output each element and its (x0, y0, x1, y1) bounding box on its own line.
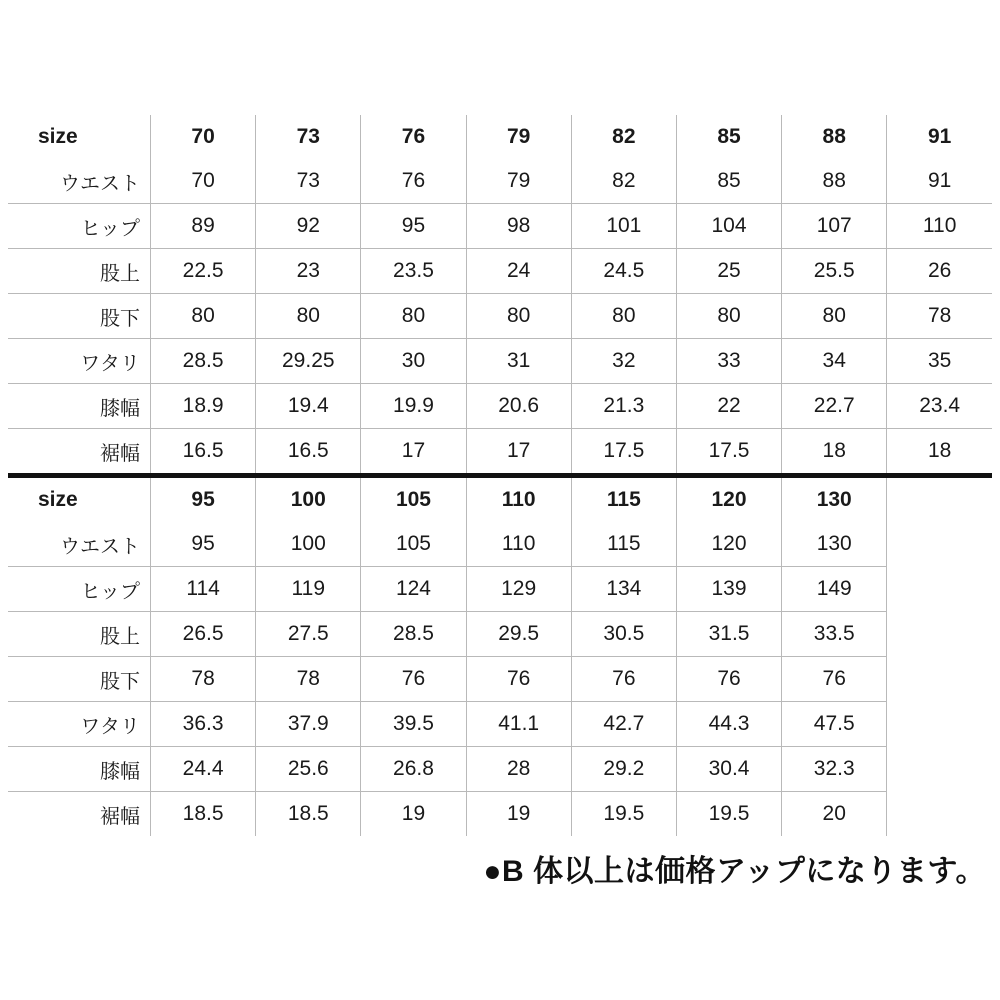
column-header-115: 115 (571, 478, 676, 522)
cell-value: 22.7 (782, 384, 887, 429)
column-header-120: 120 (676, 478, 781, 522)
column-header-73: 73 (256, 115, 361, 159)
cell-value: 16.5 (256, 429, 361, 474)
cell-value: 30.4 (676, 747, 781, 792)
cell-value: 23.5 (361, 249, 466, 294)
cell-value: 18 (927, 439, 952, 462)
cell-value: 44.3 (676, 702, 781, 747)
cell-value: 34 (782, 339, 887, 384)
cell-value: 41.1 (466, 702, 571, 747)
size-tables-container (8, 115, 992, 836)
row-label-knee: 膝幅 (8, 747, 151, 792)
table-row (8, 115, 992, 159)
row-label-thigh: ワタリ (8, 339, 151, 384)
cell-value: 28 (466, 747, 571, 792)
column-header-91: 91 (927, 125, 952, 148)
cell-value: 120 (676, 522, 781, 567)
empty-cell (887, 612, 992, 657)
cell-value: 79 (466, 159, 571, 204)
cell-value: 26.8 (361, 747, 466, 792)
cell-value: 80 (466, 294, 571, 339)
cell-value: 33 (676, 339, 781, 384)
cell-value: 134 (571, 567, 676, 612)
cell-value: 24.4 (151, 747, 256, 792)
cell-value: 18.5 (256, 792, 361, 837)
column-header-85: 85 (676, 115, 781, 159)
column-header-82: 82 (571, 115, 676, 159)
column-header-88: 88 (782, 115, 887, 159)
cell-value: 17 (361, 429, 466, 474)
cell-value: 78 (256, 657, 361, 702)
cell-value: 80 (571, 294, 676, 339)
column-header-76: 76 (361, 115, 466, 159)
table-row (8, 204, 992, 249)
table-body-top (8, 159, 992, 473)
cell-value: 23.4 (887, 384, 992, 429)
table-row (8, 384, 992, 429)
cell-value: 20.6 (466, 384, 571, 429)
cell-value: 19.9 (361, 384, 466, 429)
cell-value: 25 (676, 249, 781, 294)
cell-value: 42.7 (571, 702, 676, 747)
cell-value: 76 (676, 657, 781, 702)
column-header-79: 79 (466, 115, 571, 159)
empty-cell (887, 702, 992, 747)
cell-value: 26 (887, 249, 992, 294)
cell-value: 85 (676, 159, 781, 204)
cell-value: 100 (256, 522, 361, 567)
row-label-hip: ヒップ (8, 204, 151, 249)
cell-value: 47.5 (782, 702, 887, 747)
cell-value: 18.9 (151, 384, 256, 429)
cell-value: 105 (361, 522, 466, 567)
cell-value: 24 (466, 249, 571, 294)
cell-value: 110 (466, 522, 571, 567)
cell-value: 119 (256, 567, 361, 612)
cell-value: 35 (887, 339, 992, 384)
cell-value: 70 (151, 159, 256, 204)
empty-cell (887, 747, 992, 792)
empty-cell (887, 522, 992, 567)
column-header-100: 100 (256, 478, 361, 522)
cell-value: 91 (887, 159, 992, 204)
row-label-inseam: 股下 (8, 294, 151, 339)
cell-value: 29.2 (571, 747, 676, 792)
cell-value: 27.5 (256, 612, 361, 657)
table-row (8, 657, 992, 702)
cell-value: 76 (361, 657, 466, 702)
cell-value: 17 (466, 429, 571, 474)
column-header-70: 70 (151, 115, 256, 159)
table-row (8, 294, 992, 339)
cell-value: 19.5 (676, 792, 781, 837)
cell-value: 76 (466, 657, 571, 702)
table-row (8, 478, 992, 522)
table-row (8, 747, 992, 792)
row-label-rise: 股上 (8, 612, 151, 657)
table-body-bottom (8, 522, 992, 836)
cell-value: 76 (782, 657, 887, 702)
table-row (8, 339, 992, 384)
cell-value: 31.5 (676, 612, 781, 657)
cell-value: 19.5 (571, 792, 676, 837)
column-header-size: size (8, 115, 151, 159)
column-header-110: 110 (466, 478, 571, 522)
cell-value: 19 (361, 792, 466, 837)
row-label-hip: ヒップ (8, 567, 151, 612)
cell-value: 21.3 (571, 384, 676, 429)
row-label-knee: 膝幅 (8, 384, 151, 429)
cell-value: 31 (466, 339, 571, 384)
cell-value: 101 (571, 204, 676, 249)
column-header-105: 105 (361, 478, 466, 522)
cell-value: 26.5 (151, 612, 256, 657)
cell-value: 114 (151, 567, 256, 612)
cell-value: 29.5 (466, 612, 571, 657)
cell-value: 76 (571, 657, 676, 702)
cell-value: 82 (571, 159, 676, 204)
row-label-rise: 股上 (8, 249, 151, 294)
cell-value: 17.5 (571, 429, 676, 474)
cell-value: 32 (571, 339, 676, 384)
cell-value: 130 (782, 522, 887, 567)
cell-value: 124 (361, 567, 466, 612)
cell-value: 23 (256, 249, 361, 294)
cell-value: 22.5 (151, 249, 256, 294)
cell-value: 18.5 (151, 792, 256, 837)
cell-value: 25.6 (256, 747, 361, 792)
cell-value: 73 (256, 159, 361, 204)
cell-value: 19 (466, 792, 571, 837)
row-label-inseam: 股下 (8, 657, 151, 702)
size-table-regular (8, 115, 992, 473)
table-row (8, 159, 992, 204)
cell-value: 76 (361, 159, 466, 204)
cell-value: 39.5 (361, 702, 466, 747)
table-row (8, 792, 992, 837)
cell-value: 33.5 (782, 612, 887, 657)
cell-value: 32.3 (782, 747, 887, 792)
table-header-row-top (8, 115, 992, 159)
column-header-95: 95 (151, 478, 256, 522)
cell-value: 30.5 (571, 612, 676, 657)
price-note: ●B 体以上は価格アップになります。 (483, 855, 986, 888)
cell-value: 95 (361, 204, 466, 249)
cell-value: 24.5 (571, 249, 676, 294)
row-label-thigh: ワタリ (8, 702, 151, 747)
cell-value: 28.5 (361, 612, 466, 657)
row-label-waist: ウエスト (8, 522, 151, 567)
table-row (8, 522, 992, 567)
cell-value: 92 (256, 204, 361, 249)
cell-value: 80 (676, 294, 781, 339)
cell-value: 89 (151, 204, 256, 249)
column-header-size: size (8, 478, 151, 522)
cell-value: 95 (151, 522, 256, 567)
cell-value: 104 (676, 204, 781, 249)
cell-value: 20 (782, 792, 887, 837)
cell-value: 80 (361, 294, 466, 339)
cell-value: 149 (782, 567, 887, 612)
table-header-row-bottom (8, 478, 992, 522)
row-label-hem: 裾幅 (8, 792, 151, 837)
cell-value: 129 (466, 567, 571, 612)
cell-value: 29.25 (256, 339, 361, 384)
table-row (8, 429, 992, 474)
empty-cell (887, 567, 992, 612)
empty-cell (887, 657, 992, 702)
table-row (8, 612, 992, 657)
row-label-hem: 裾幅 (8, 429, 151, 474)
cell-value: 139 (676, 567, 781, 612)
cell-value: 88 (782, 159, 887, 204)
cell-value: 17.5 (676, 429, 781, 474)
table-row (8, 702, 992, 747)
cell-value: 98 (466, 204, 571, 249)
cell-value: 36.3 (151, 702, 256, 747)
cell-value: 110 (887, 204, 992, 249)
empty-cell (887, 478, 992, 522)
cell-value: 115 (571, 522, 676, 567)
table-row (8, 249, 992, 294)
cell-value: 25.5 (782, 249, 887, 294)
cell-value: 30 (361, 339, 466, 384)
cell-value: 22 (676, 384, 781, 429)
table-row (8, 567, 992, 612)
cell-value: 80 (256, 294, 361, 339)
column-header-130: 130 (782, 478, 887, 522)
cell-value: 78 (151, 657, 256, 702)
cell-value: 80 (151, 294, 256, 339)
empty-cell (887, 792, 992, 837)
row-label-waist: ウエスト (8, 159, 151, 204)
cell-value: 16.5 (151, 429, 256, 474)
size-table-large (8, 478, 992, 836)
cell-value: 107 (782, 204, 887, 249)
cell-value: 28.5 (151, 339, 256, 384)
cell-value: 37.9 (256, 702, 361, 747)
cell-value: 80 (782, 294, 887, 339)
cell-value: 78 (887, 294, 992, 339)
cell-value: 18 (782, 429, 887, 474)
cell-value: 19.4 (256, 384, 361, 429)
